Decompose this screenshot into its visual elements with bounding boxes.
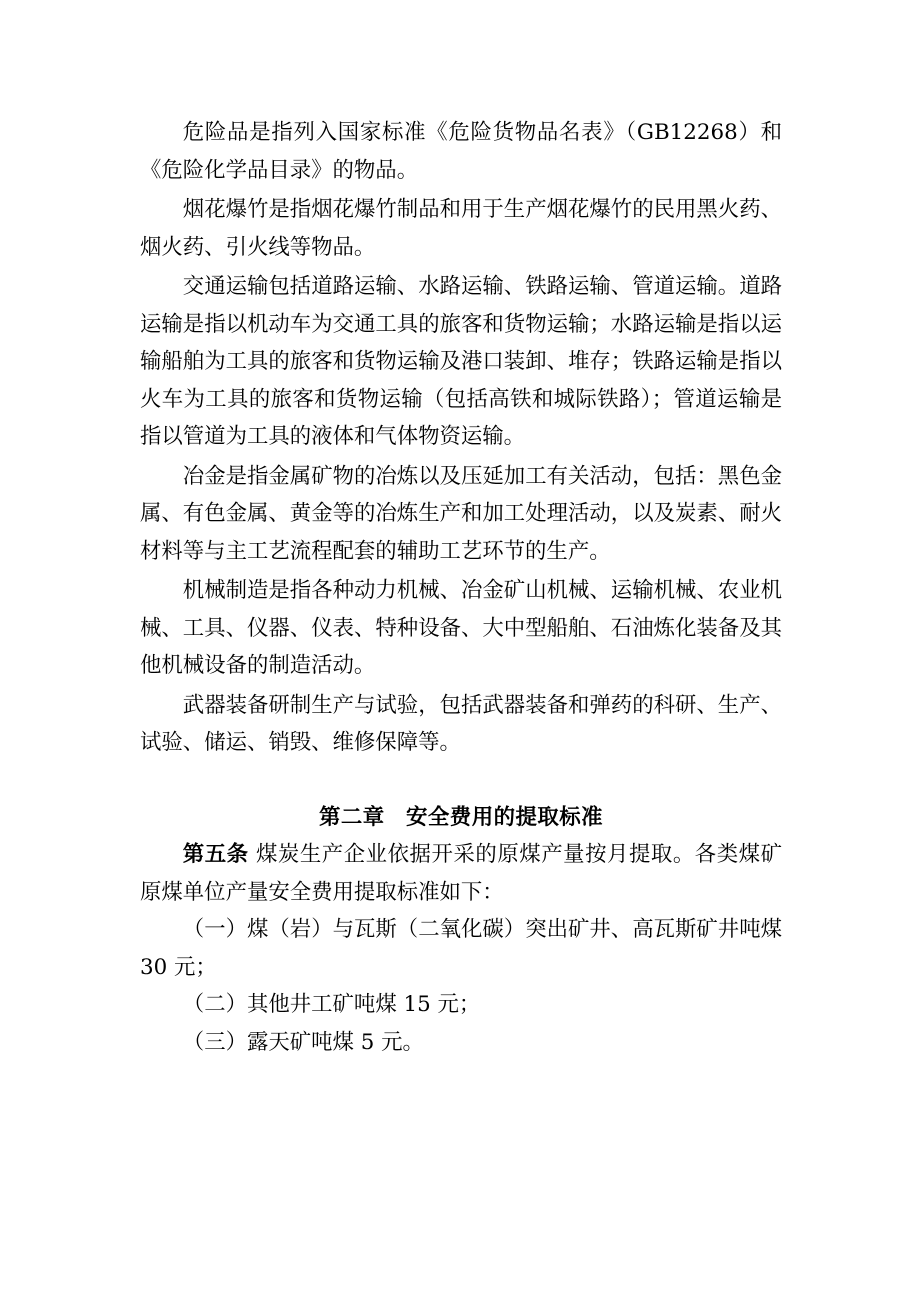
list-item-outburst-mines: （一）煤（岩）与瓦斯（二氧化碳）突出矿井、高瓦斯矿井吨煤 30 元； xyxy=(140,917,782,980)
paragraph-hazardous-goods: 危险品是指列入国家标准《危险货物品名表》（GB12268）和《危险化学品目录》的物品。 xyxy=(140,120,782,183)
document-page xyxy=(140,114,782,1061)
list-item-other-underground-mines: （二）其他井工矿吨煤 15 元； xyxy=(182,992,481,1017)
paragraph-machinery: 机械制造是指各种动力机械、冶金矿山机械、运输机械、农业机械、工具、仪器、仪表、特种设备、大中型船舶、石油炼化装备及其他机械设备的制造活动。 xyxy=(140,578,782,678)
list-item-open-pit-mines: （三）露天矿吨煤 5 元。 xyxy=(182,1029,424,1055)
chapter-title: 安全费用的提取标准 xyxy=(406,804,604,830)
paragraph-metallurgy: 冶金是指金属矿物的冶炼以及压延加工有关活动，包括：黑色金属、有色金属、黄金等的冶炼生产和加工处理活动，以及炭素、耐火材料等与主工艺流程配套的辅助工艺环节的生产。 xyxy=(140,463,782,564)
chapter-heading xyxy=(140,799,782,837)
chapter-number: 第二章 xyxy=(318,804,385,830)
article-five xyxy=(140,836,782,911)
paragraph-fireworks: 烟花爆竹是指烟花爆竹制品和用于生产烟花爆竹的民用黑火药、烟火药、引火线等物品。 xyxy=(140,197,782,260)
article-label: 第五条 xyxy=(182,842,249,867)
paragraph-transportation: 交通运输包括道路运输、水路运输、铁路运输、管道运输。道路运输是指以机动车为交通工具的旅客和货物运输；水路运输是指以运输船舶为工具的旅客和货物运输及港口装卸、堆存；铁路运输是指以火车为工具的旅客和货物运输（包括高铁和城际铁路）；管道运输是指以管道为工具的液体和气体物资运输。 xyxy=(140,274,782,449)
paragraph-weapons: 武器装备研制生产与试验，包括武器装备和弹药的科研、生产、试验、储运、销毁、维修保障等。 xyxy=(140,692,782,755)
article-text: 煤炭生产企业依据开采的原煤产量按月提取。各类煤矿原煤单位产量安全费用提取标准如下： xyxy=(140,842,782,905)
